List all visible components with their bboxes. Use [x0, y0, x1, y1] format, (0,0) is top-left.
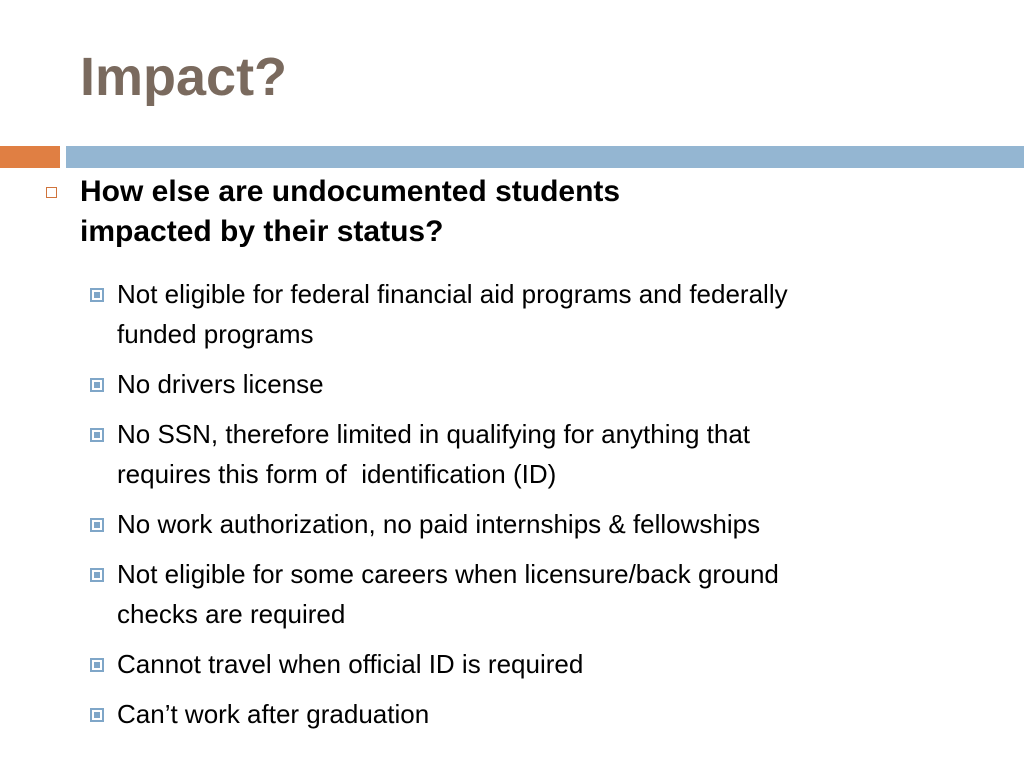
- square-bullet-icon: [90, 658, 104, 672]
- list-item-text: requires this form of identification (ID): [117, 459, 557, 489]
- list-item: [90, 274, 990, 354]
- list-item: [90, 554, 990, 634]
- list-item-text: No work authorization, no paid internships & fellowships: [117, 509, 761, 539]
- square-bullet-icon: [90, 288, 104, 302]
- list-item-text: funded programs: [117, 319, 314, 349]
- square-bullet-icon: [90, 428, 104, 442]
- square-bullet-icon: [90, 708, 104, 722]
- sub-bullet-list: [90, 274, 990, 744]
- square-bullet-icon: [90, 378, 104, 392]
- list-item-text: checks are required: [117, 599, 346, 629]
- list-item: [90, 644, 990, 684]
- list-item: [90, 504, 990, 544]
- list-item-text: Not eligible for some careers when licensure/back ground: [117, 559, 779, 589]
- main-bullet-text: [80, 172, 780, 252]
- list-item: [90, 694, 990, 734]
- square-bullet-icon: [90, 518, 104, 532]
- title-accent-bar: [0, 146, 60, 168]
- list-item-text: Not eligible for federal financial aid programs and federally: [117, 279, 788, 309]
- list-item-text: Can’t work after graduation: [117, 699, 430, 729]
- list-item: [90, 414, 990, 494]
- title-divider-bar: [66, 146, 1024, 168]
- list-item: [90, 364, 990, 404]
- main-bullet-line: impacted by their status?: [80, 215, 444, 248]
- square-bullet-icon: [46, 187, 57, 198]
- slide-title: Impact?: [80, 47, 288, 107]
- list-item-text: Cannot travel when official ID is required: [117, 649, 584, 679]
- main-bullet-line: How else are undocumented students: [80, 175, 621, 208]
- list-item-text: No drivers license: [117, 369, 324, 399]
- list-item-text: No SSN, therefore limited in qualifying for anything that: [117, 419, 751, 449]
- square-bullet-icon: [90, 568, 104, 582]
